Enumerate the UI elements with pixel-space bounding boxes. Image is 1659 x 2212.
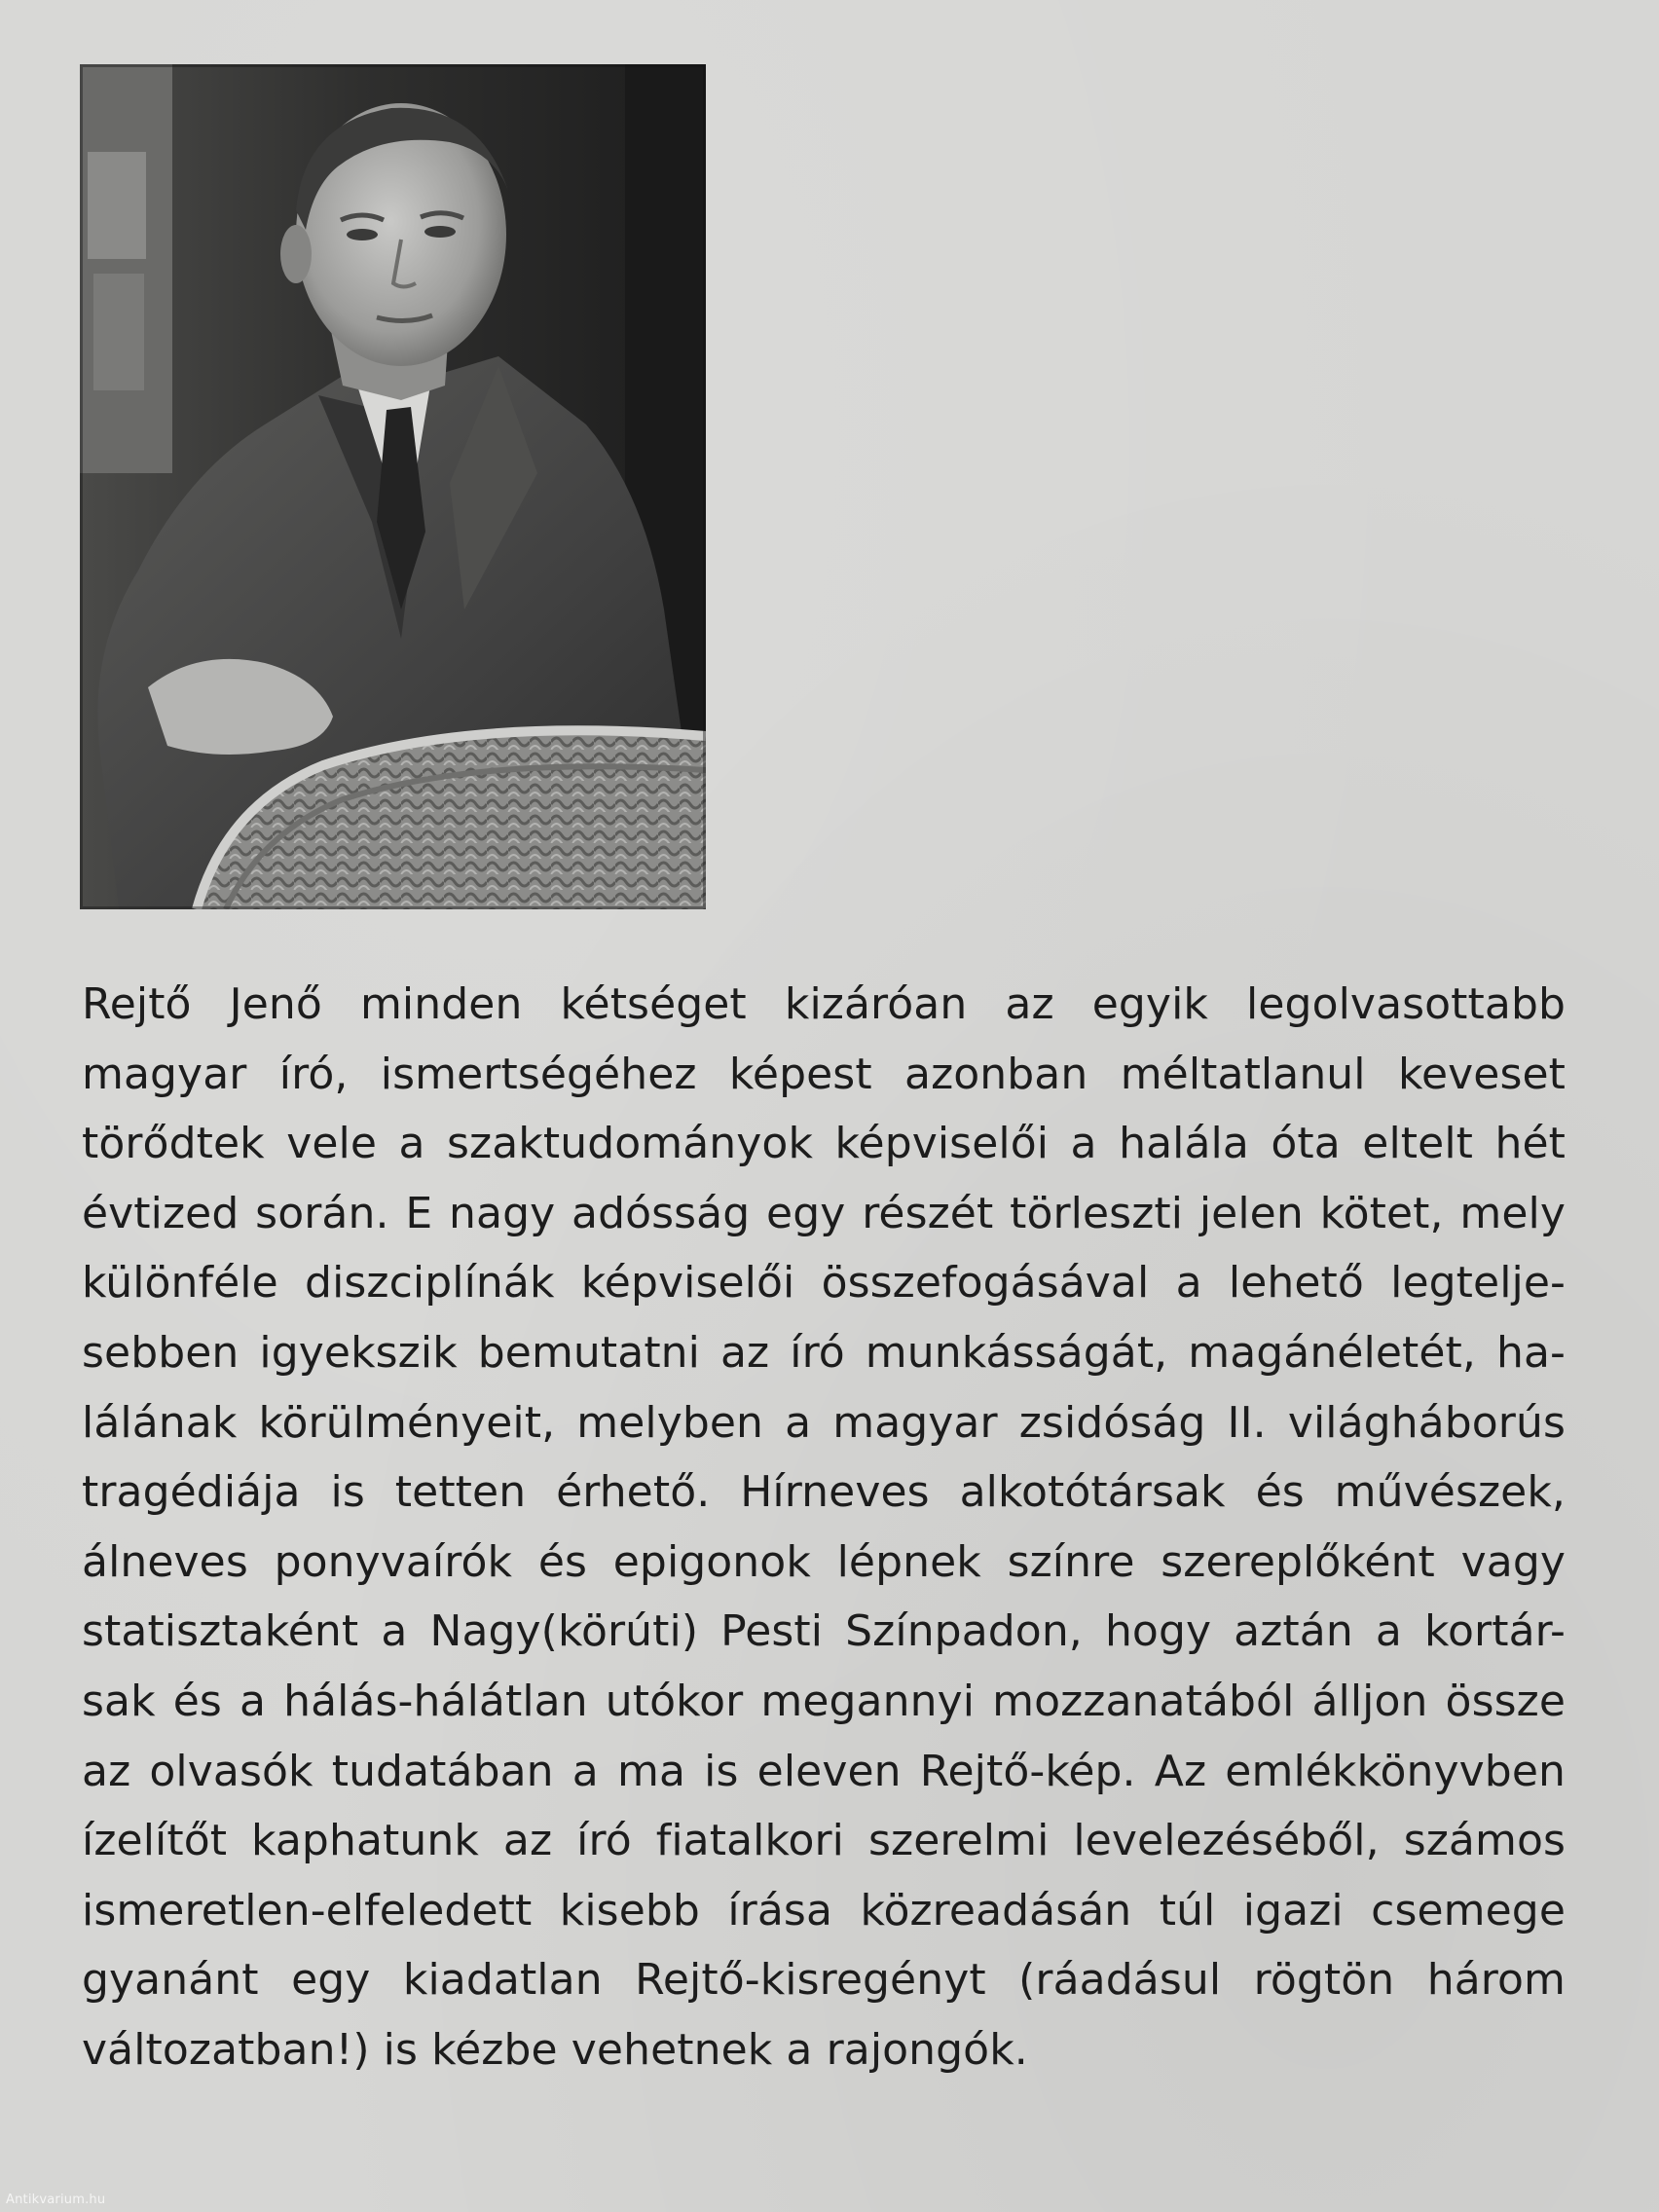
blurb-line: ízelítőt kaphatunk az író fiatalkori szerelmi levelezéséből, számos xyxy=(82,1816,1566,1866)
blurb-line: statisztaként a Nagy(körúti) Pesti Színpadon, hogy aztán a kortár- xyxy=(82,1606,1566,1657)
blurb-line: törődtek vele a szaktudományok képviselői a halála óta eltelt hét xyxy=(82,1119,1566,1169)
blurb-line: lálának körülményeit, melyben a magyar zsidóság II. világháborús xyxy=(82,1397,1566,1448)
blurb-line: Rejtő Jenő minden kétséget kizáróan az egyik legolvasottabb xyxy=(82,979,1566,1029)
blurb-line: különféle diszciplínák képviselői összefogásával a lehető legtelje- xyxy=(82,1258,1566,1309)
watermark-text: Antikvarium.hu xyxy=(6,2193,106,2207)
blurb-line: évtized során. E nagy adósság egy részét törleszti jelen kötet, mely xyxy=(82,1188,1566,1238)
blurb-line: gyanánt egy kiadatlan Rejtő-kisregényt (ráadásul rögtön három xyxy=(82,1955,1566,2006)
blurb-line: ismeretlen-elfeledett kisebb írása közreadásán túl igazi csemege xyxy=(82,1885,1566,1936)
blurb-line: az olvasók tudatában a ma is eleven Rejtő-kép. Az emlékkönyvben xyxy=(82,1746,1566,1796)
portrait-illustration xyxy=(80,64,706,909)
author-portrait-photo xyxy=(80,64,706,909)
blurb-line: tragédiája is tetten érhető. Hírneves alkotótársak és művészek, xyxy=(82,1467,1566,1518)
back-cover-blurb xyxy=(82,970,1566,2085)
blurb-line: magyar író, ismertségéhez képest azonban méltatlanul keveset xyxy=(82,1049,1566,1099)
blurb-line: változatban!) is kézbe vehetnek a rajongók. xyxy=(82,2024,1028,2075)
blurb-line: sebben igyekszik bemutatni az író munkásságát, magánéletét, ha- xyxy=(82,1327,1566,1378)
blurb-line: álneves ponyvaírók és epigonok lépnek színre szereplőként vagy xyxy=(82,1536,1566,1587)
blurb-line: sak és a hálás-hálátlan utókor megannyi mozzanatából álljon össze xyxy=(82,1676,1566,1726)
